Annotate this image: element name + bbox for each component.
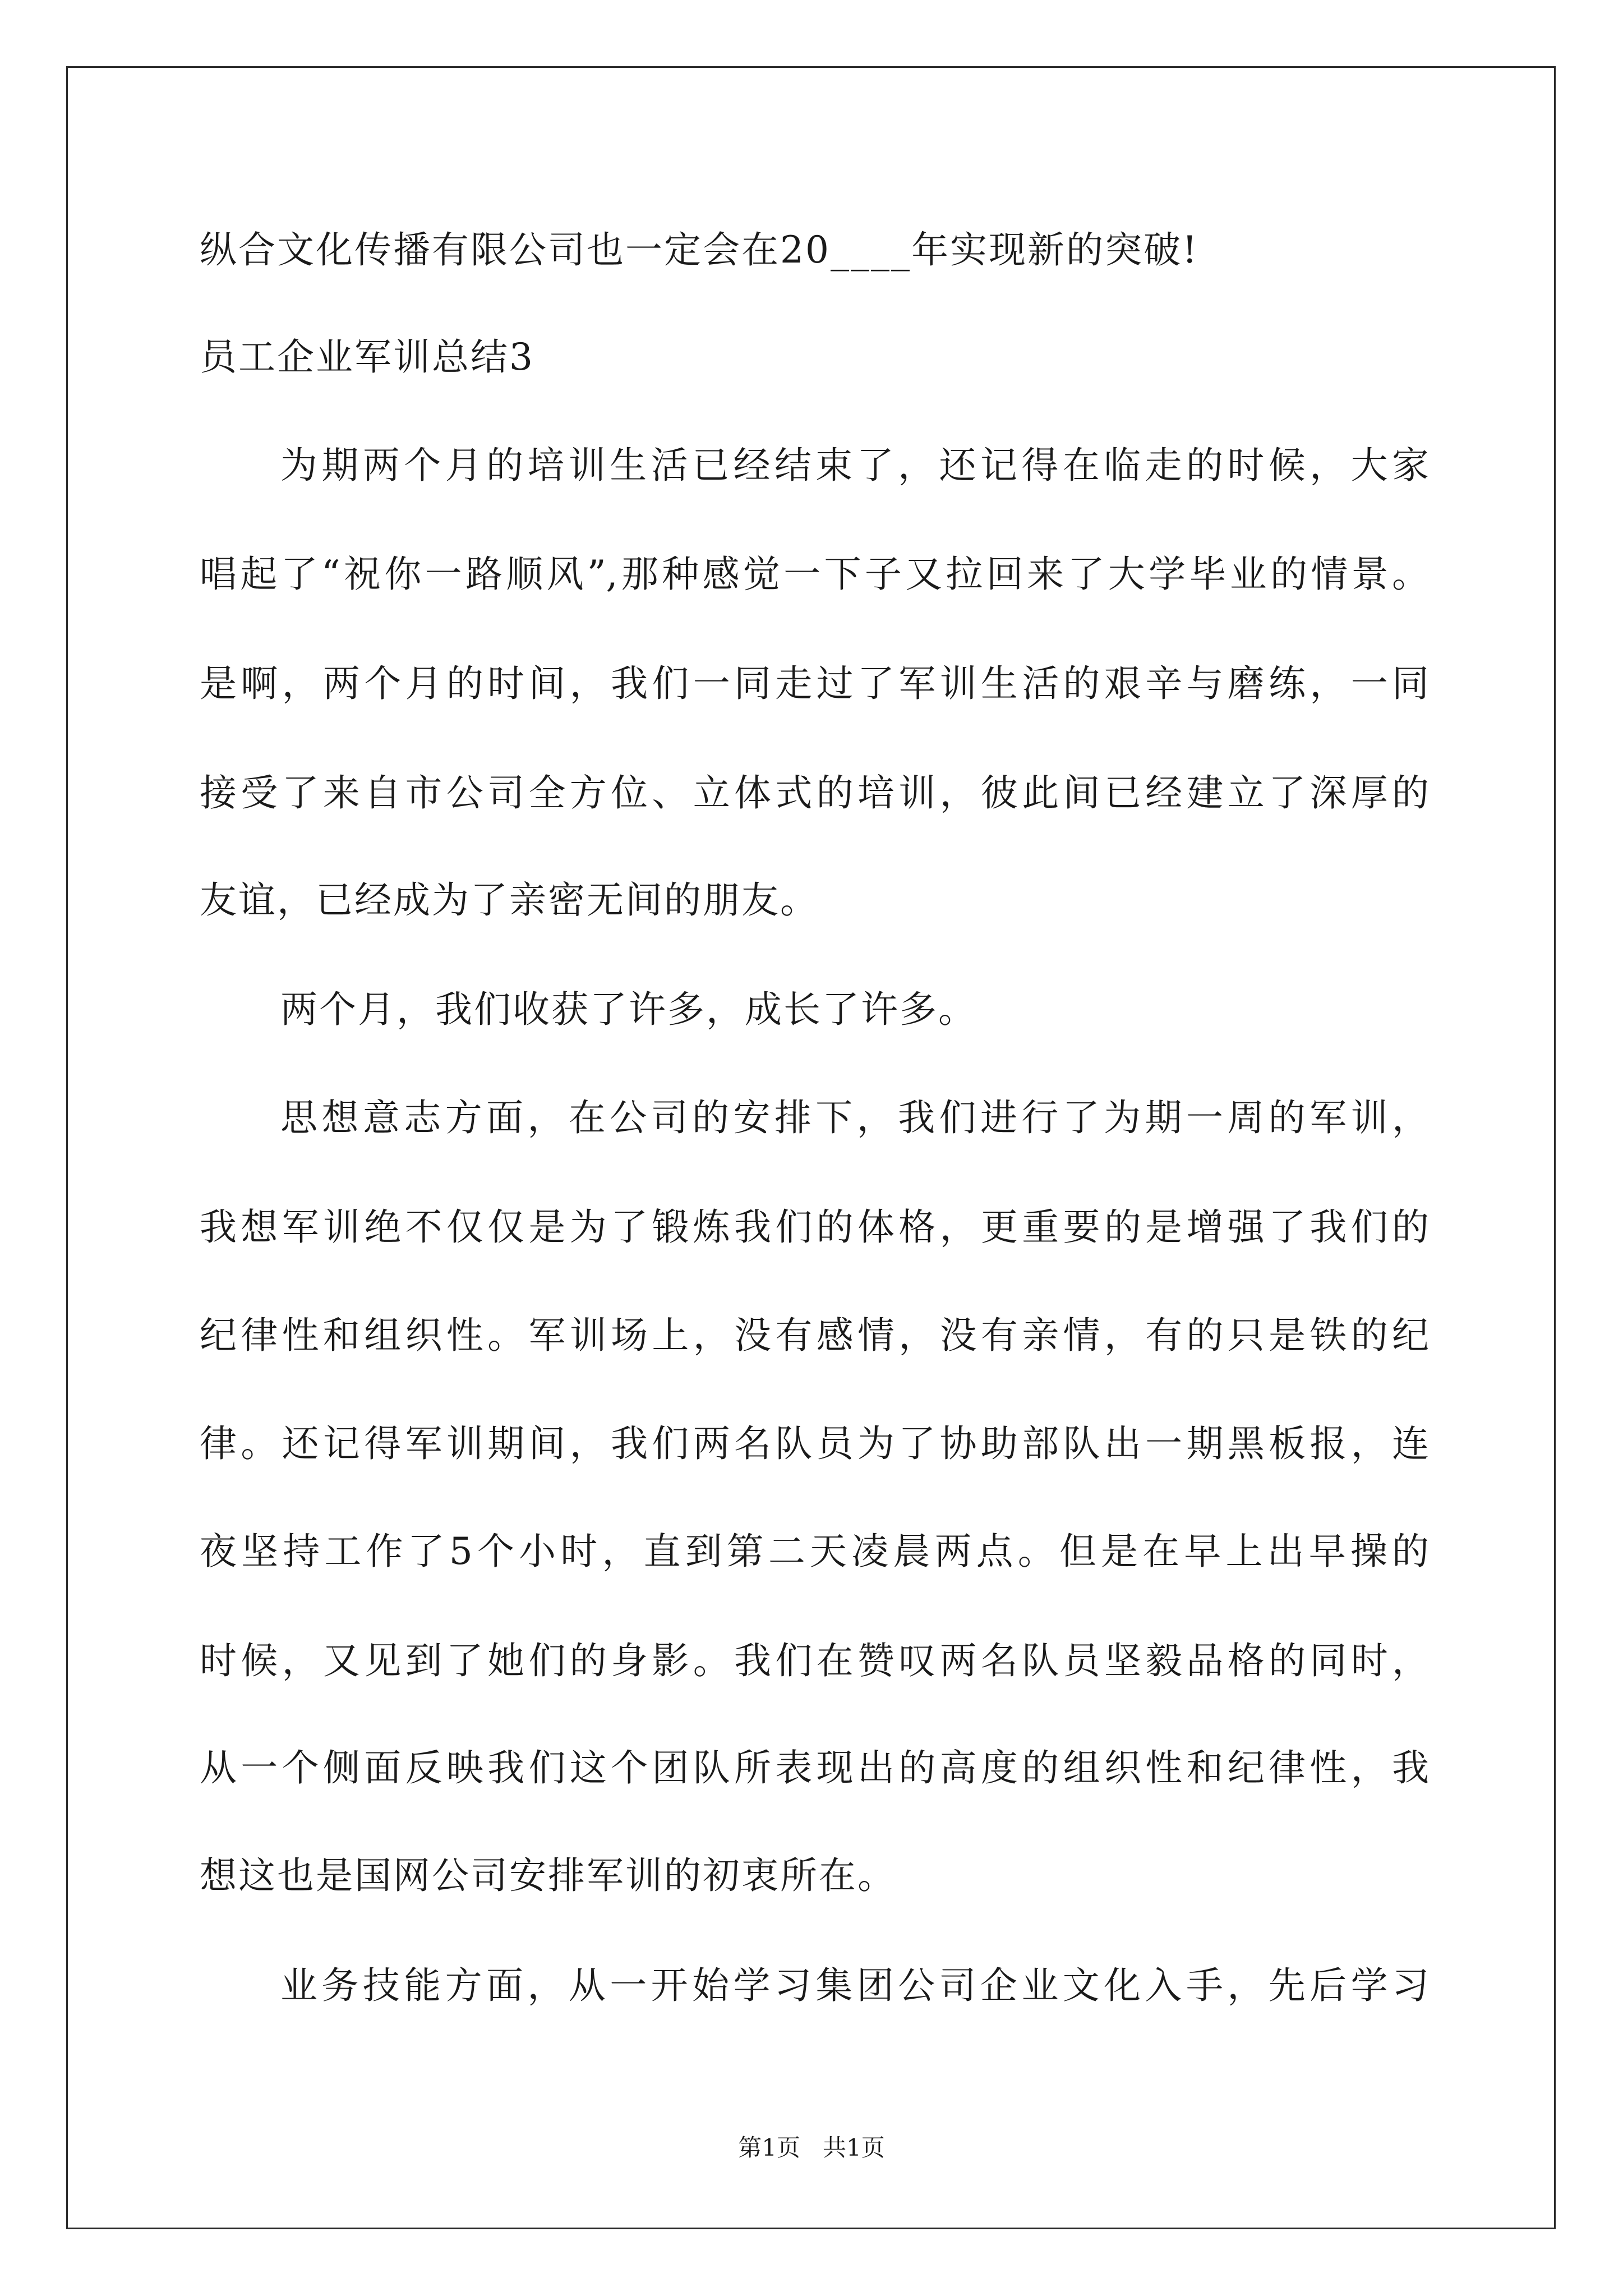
section-heading: 员工企业军训总结3 bbox=[200, 335, 534, 379]
paragraph-4-line-1: 业务技能方面，从一开始学习集团公司企业文化入手，先后学习 bbox=[280, 1964, 1429, 2007]
paragraph-3-line-2: 我想军训绝不仅仅是为了锻炼我们的体格，更重要的是增强了我们的 bbox=[200, 1205, 1429, 1249]
paragraph-3-line-6: 时候，又见到了她们的身影。我们在赞叹两名队员坚毅品格的同时， bbox=[200, 1639, 1429, 1682]
paragraph-3-line-3: 纪律性和组织性。军训场上，没有感情，没有亲情，有的只是铁的纪 bbox=[200, 1314, 1429, 1357]
paragraph-1-line-1: 为期两个月的培训生活已经结束了，还记得在临走的时候，大家 bbox=[280, 444, 1429, 487]
paragraph-1-line-5: 友谊，已经成为了亲密无间的朋友。 bbox=[200, 878, 819, 922]
page-border bbox=[66, 66, 1556, 2229]
text-line-1: 纵合文化传播有限公司也一定会在20____年实现新的突破! bbox=[200, 228, 1199, 272]
paragraph-3-line-7: 从一个侧面反映我们这个团队所表现出的高度的组织性和纪律性，我 bbox=[200, 1746, 1429, 1789]
paragraph-1-line-3: 是啊，两个月的时间，我们一同走过了军训生活的艰辛与磨练，一同 bbox=[200, 662, 1429, 705]
paragraph-3-line-1: 思想意志方面，在公司的安排下，我们进行了为期一周的军训， bbox=[280, 1096, 1429, 1139]
page-footer: 第1页 共1页 bbox=[738, 2134, 885, 2161]
paragraph-1-line-4: 接受了来自市公司全方位、立体式的培训，彼此间已经建立了深厚的 bbox=[200, 771, 1429, 815]
paragraph-2-line-1: 两个月，我们收获了许多，成长了许多。 bbox=[280, 988, 977, 1031]
paragraph-3-line-4: 律。还记得军训期间，我们两名队员为了协助部队出一期黑板报，连 bbox=[200, 1422, 1429, 1465]
paragraph-1-line-2: 唱起了“祝你一路顺风”,那种感觉一下子又拉回来了大学毕业的情景。 bbox=[200, 553, 1429, 596]
paragraph-3-line-8: 想这也是国网公司安排军训的初衷所在。 bbox=[200, 1854, 896, 1897]
paragraph-3-line-5: 夜坚持工作了5个小时，直到第二天凌晨两点。但是在早上出早操的 bbox=[200, 1530, 1429, 1573]
